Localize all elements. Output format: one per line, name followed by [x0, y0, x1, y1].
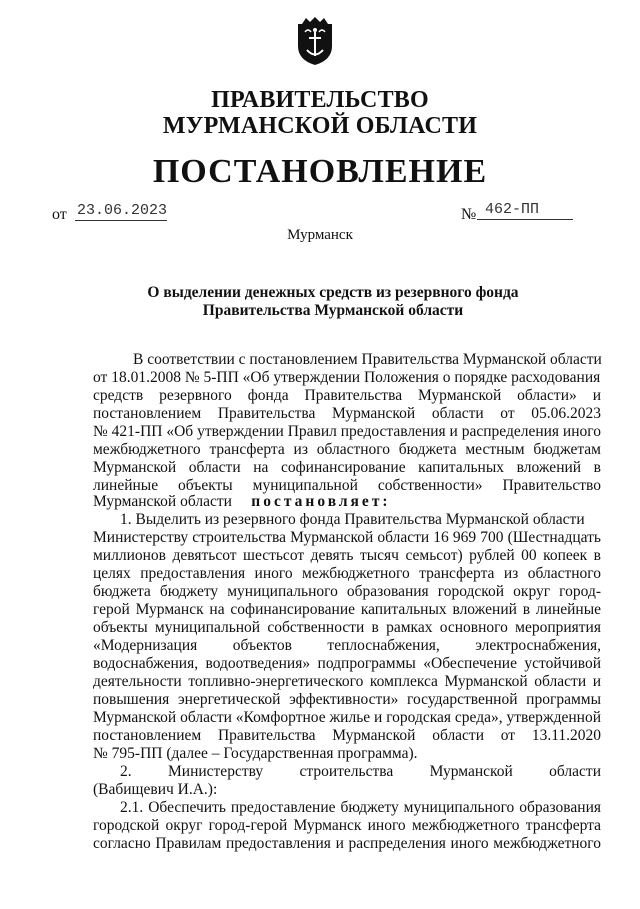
body-line: Мурманской области на софинансирование капитальных вложений в — [93, 459, 601, 476]
coat-of-arms-emblem — [296, 16, 334, 66]
body-text: Мурманской области — [93, 493, 232, 510]
date-prefix: от — [52, 206, 67, 223]
document-date: 23.06.2023 — [77, 202, 168, 219]
document-subject-line2: Правительства Мурманской области — [202, 302, 464, 319]
paragraph-2-start: 2. Министерству строительства Мурманской области — [120, 763, 601, 780]
body-line: Министерству строительства Мурманской области 16 969 700 (Шестнадцать — [93, 529, 601, 546]
number-prefix: № — [461, 206, 477, 223]
body-line: деятельности топливно-энергетического комплекса Мурманской области и — [93, 673, 601, 690]
body-line — [93, 493, 601, 511]
body-line: герой Мурманск на софинансирование капитальных вложений в линейные — [93, 601, 601, 618]
body-line: согласно Правилам предоставления и распределения иного межбюджетного — [93, 835, 601, 852]
body-line: объекты муниципальной собственности в рамках основного мероприятия — [93, 619, 601, 636]
body-line: В соответствии с постановлением Правительства Мурманской области — [133, 351, 602, 368]
body-line: Мурманской области «Комфортное жилье и городская среда», утвержденной — [93, 709, 601, 726]
body-line: постановлением Правительства Мурманской области от 13.11.2020 — [93, 727, 601, 744]
document-subject-line1: О выделении денежных средств из резервного фонда — [147, 284, 519, 301]
body-line: постановлением Правительства Мурманской области от 05.06.2023 — [93, 405, 601, 422]
organization-name-line2: МУРМАНСКОЙ ОБЛАСТИ — [162, 113, 478, 139]
organization-name-line1: ПРАВИТЕЛЬСТВО — [211, 87, 429, 113]
body-line: миллионов девятьсот шестьсот девять тысяч семьсот) рублей 00 копеек в — [93, 547, 601, 564]
body-line: от 18.01.2008 № 5-ПП «Об утверждении Положения о порядке расходования — [93, 369, 601, 386]
body-line: средств резервного фонда Правительства Мурманской области» и — [93, 387, 601, 404]
body-line: водоснабжения, водоотведения» подпрограммы «Обеспечение устойчивой — [93, 655, 601, 672]
paragraph-1-start: 1. Выделить из резервного фонда Правительства Мурманской области — [120, 511, 585, 528]
body-line: «Модернизация объектов теплоснабжения, электроснабжения, — [93, 637, 601, 654]
body-line: повышения энергетической эффективности» государственной программы — [93, 691, 601, 708]
body-line: межбюджетного трансферта из областного бюджета местным бюджетам — [93, 441, 601, 458]
body-line: целях предоставления иного межбюджетного трансферта из областного — [93, 565, 601, 582]
paragraph-2-1-start: 2.1. Обеспечить предоставление бюджету муниципального образования — [120, 799, 601, 816]
document-type-title: ПОСТАНОВЛЕНИЕ — [152, 153, 488, 190]
resolves-keyword: постановляет: — [251, 493, 391, 510]
document-number: 462-ПП — [477, 201, 573, 220]
body-line: городской округ город-герой Мурманск иного межбюджетного трансферта — [93, 817, 601, 834]
city-name: Мурманск — [287, 227, 353, 243]
body-line: линейные объекты муниципальной собственности» Правительство — [93, 477, 601, 494]
body-line: (Вабищевич И.А.): — [93, 781, 218, 798]
body-line: бюджета бюджету муниципального образования городской округ город- — [93, 583, 601, 600]
body-line: № 421-ПП «Об утверждении Правил предоставления и распределения иного — [93, 423, 601, 440]
body-line: № 795-ПП (далее – Государственная программа). — [93, 745, 418, 762]
